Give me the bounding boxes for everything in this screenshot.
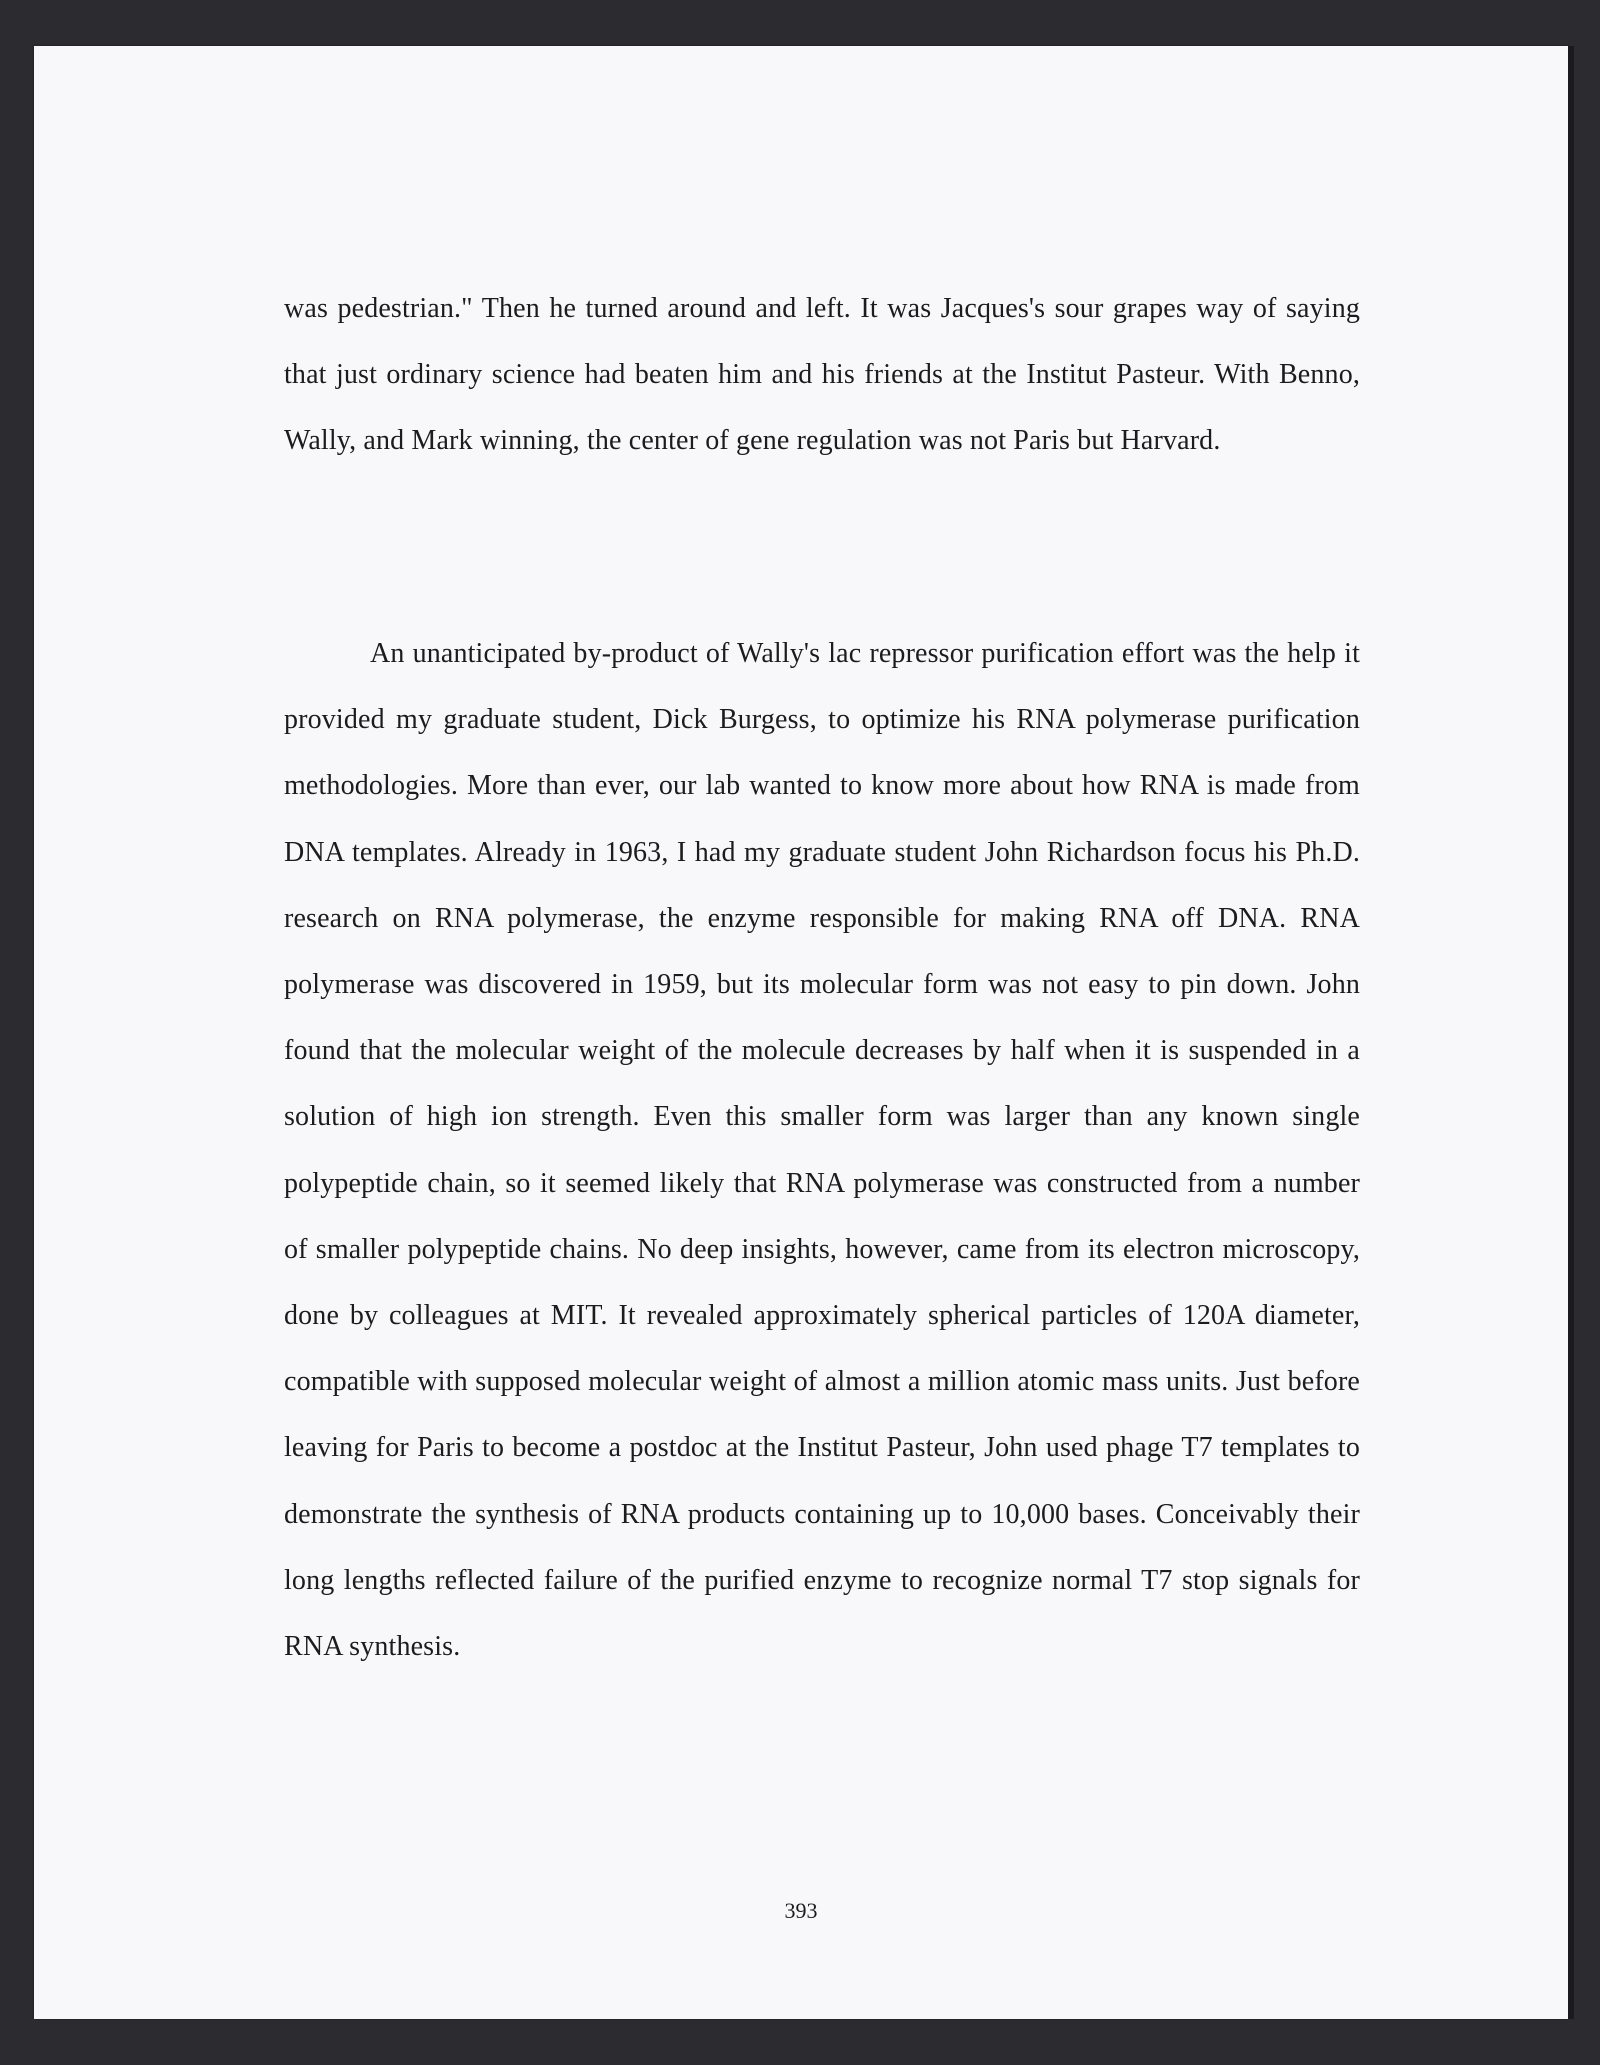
page-edge-shadow (1568, 46, 1574, 2019)
page-number: 393 (784, 1898, 818, 1923)
paragraph-1: was pedestrian." Then he turned around and left. It was Jacques's sour grapes way of saying that just ordinary science had beaten him and his friends at the Institut Pasteur. With Benno, Wally, and Mark winning, the center of gene regulation was not Paris but Harvard. (284, 293, 1360, 457)
document-page (34, 46, 1568, 2019)
paragraph-2: An unanticipated by-product of Wally's lac repressor purification effort was the help it provided my graduate student, Dick Burgess, to optimize his RNA polymerase purification methodologies. More than ever, our lab wanted to know more about how RNA is made from DNA templates. Already in 1963, I had my graduate student John Richardson focus his Ph.D. research on RNA polymerase, the enzyme responsible for making RNA off DNA. RNA polymerase was discovered in 1959, but its molecular form was not easy to pin down. John found that the molecular weight of the molecule decreases by half when it is suspended in a solution of high ion strength. Even this smaller form was larger than any known single polypeptide chain, so it seemed likely that RNA polymerase was constructed from a number of smaller polypeptide chains. No deep insights, however, came from its electron microscopy, done by colleagues at MIT. It revealed approximately spherical particles of 120A diameter, compatible with supposed molecular weight of almost a million atomic mass units. Just before leaving for Paris to become a postdoc at the Institut Pasteur, John used phage T7 templates to demonstrate the synthesis of RNA products containing up to 10,000 bases. Conceivably their long lengths reflected failure of the purified enzyme to recognize normal T7 stop signals for RNA synthesis. (284, 638, 1360, 1663)
